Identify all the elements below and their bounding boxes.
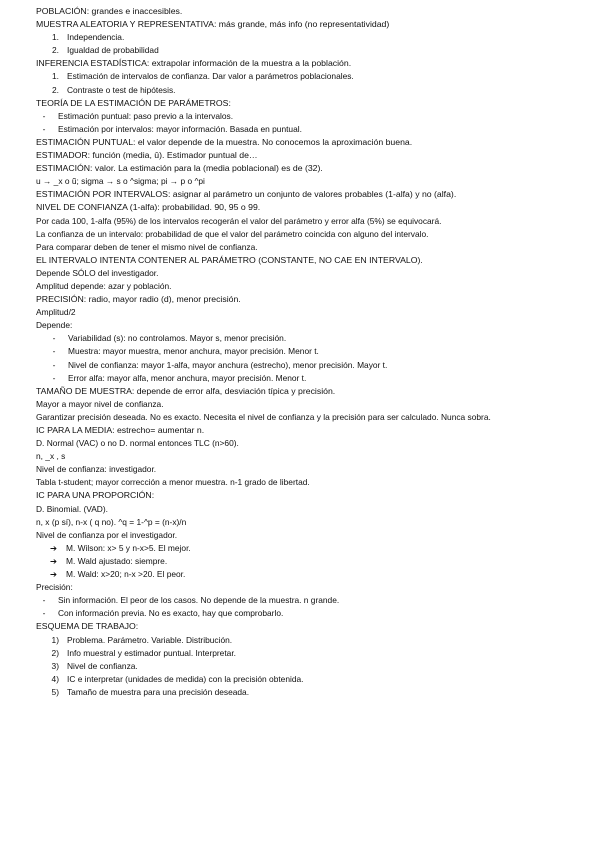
garantizar-paragraph: Garantizar precisión deseada. No es exacto. Necesita el nivel de confianza y la precisión para ser calculado. Nunca sobra.	[36, 411, 491, 422]
amplitud-line: Amplitud depende: azar y población.	[36, 280, 172, 291]
nivel-por-inv-line: Nivel de confianza por el investigador.	[36, 529, 178, 540]
confianza-line: La confianza de un intervalo: probabilidad de que el valor del parámetro coincida con alguno del intervalo.	[36, 228, 429, 239]
nivel-confianza-line: NIVEL DE CONFIANZA (1-alfa): probabilidad. 90, 95 o 99.	[36, 202, 261, 213]
list-item: - Variabilidad (s): no controlamos. Mayor s, menor precisión.	[52, 333, 287, 344]
list-item: 2. Igualdad de probabilidad	[52, 45, 159, 56]
wilson-wald-list	[36, 542, 566, 581]
dnormal-line: D. Normal (VAC) o no D. normal entonces TLC (n>60).	[36, 438, 239, 449]
list-item: 2) Info muestral y estimador puntual. Interpretar.	[51, 647, 236, 658]
npq-line: n, x (p sí), n-x ( q no). ^q = 1-^p = (n-x)/n	[36, 516, 187, 527]
amplitud2-line: Amplitud/2	[36, 307, 76, 318]
muestra-list	[36, 31, 566, 57]
teoria-heading: TEORÍA DE LA ESTIMACIÓN DE PARÁMETROS:	[36, 97, 231, 108]
arrow-icon: ➔	[50, 555, 58, 566]
mayor-mayor-line: Mayor a mayor nivel de confianza.	[36, 398, 164, 409]
list-item: 4) IC e interpretar (unidades de medida) con la precisión obtenida.	[51, 673, 304, 684]
tabla-t-line: Tabla t-student; mayor corrección a menor muestra. n-1 grado de libertad.	[36, 477, 310, 488]
list-item: 1. Independencia.	[52, 32, 125, 43]
inferencia-heading: INFERENCIA ESTADÍSTICA: extrapolar información de la muestra a la población.	[36, 58, 352, 69]
list-item: - Estimación puntual: paso previo a la intervalos.	[42, 110, 234, 121]
list-item: - Muestra: mayor muestra, menor anchura, mayor precisión. Menor t.	[52, 346, 319, 357]
esquema-heading: ESQUEMA DE TRABAJO:	[36, 621, 139, 632]
muestra-heading: MUESTRA ALEATORIA Y REPRESENTATIVA: más grande, más info (no representatividad)	[36, 19, 390, 30]
teoria-list	[36, 110, 566, 136]
tamano-line: TAMAÑO DE MUESTRA: depende de error alfa, desviación típica y precisión.	[36, 385, 336, 396]
precision-line: PRECISIÓN: radio, mayor radio (d), menor precisión.	[36, 294, 241, 305]
est-intervalos-line: ESTIMACIÓN POR INTERVALOS: asignar al parámetro un conjunto de valores probables (1-alfa) y no (alfa).	[36, 189, 457, 200]
list-item: - Con información previa. No es exacto, hay que comprobarlo.	[42, 608, 284, 619]
list-item: ➔ M. Wald: x>20; n-x >20. El peor.	[36, 568, 566, 581]
ic-media-line: IC PARA LA MEDIA: estrecho= aumentar n.	[36, 425, 205, 435]
list-item: 1) Problema. Parámetro. Variable. Distribución.	[51, 634, 233, 645]
list-item: - Error alfa: mayor alfa, menor anchura, mayor precisión. Menor t.	[52, 372, 307, 383]
inferencia-list	[36, 70, 566, 96]
list-item: 2. Contraste o test de hipótesis.	[52, 84, 176, 95]
precision-list	[36, 594, 566, 620]
depende-solo-line: Depende SÓLO del investigador.	[36, 267, 159, 278]
list-item: 1. Estimación de intervalos de confianza. Dar valor a parámetros poblacionales.	[52, 71, 354, 82]
poblacion-line: POBLACIÓN: grandes e inaccesibles.	[36, 6, 183, 16]
nivel-inv-line: Nivel de confianza: investigador.	[36, 464, 157, 475]
list-item: ➔ M. Wald ajustado: siempre.	[36, 555, 566, 568]
depende-line: Depende:	[36, 320, 73, 331]
arrow-icon: ➔	[50, 569, 58, 580]
esquema-list	[36, 634, 566, 699]
ic-prop-line: IC PARA UNA PROPORCIÓN:	[36, 490, 155, 501]
list-item: - Sin información. El peor de los casos. No depende de la muestra. n grande.	[42, 595, 340, 606]
estimacion-line: ESTIMACIÓN: valor. La estimación para la (media poblacional) es de (32).	[36, 163, 323, 174]
notation-line: u → _x o ũ; sigma → s o ^sigma; pi → p o ^pi	[36, 176, 205, 187]
est-puntual-line: ESTIMACIÓN PUNTUAL: el valor depende de la muestra. No conocemos la aproximación buena.	[36, 136, 413, 147]
list-item: 5) Tamaño de muestra para una precisión deseada.	[51, 686, 250, 697]
list-item: - Nivel de confianza: mayor 1-alfa, mayor anchura (estrecho), menor precisión. Mayor t.	[52, 359, 388, 370]
precision2-line: Precisión:	[36, 582, 73, 593]
list-item: ➔ M. Wilson: x> 5 y n-x>5. El mejor.	[36, 542, 566, 555]
list-item: - Estimación por intervalos: mayor información. Basada en puntual.	[42, 123, 302, 134]
depende-list	[36, 332, 566, 384]
nxs-line: n, _x , s	[36, 451, 66, 462]
estimador-line: ESTIMADOR: función (media, û). Estimador puntual de…	[36, 150, 258, 161]
document-page	[36, 5, 566, 699]
dbinomial-line: D. Binomial. (VAD).	[36, 503, 108, 514]
comparar-line: Para comparar deben de tener el mismo nivel de confianza.	[36, 241, 258, 252]
arrow-icon: ➔	[50, 542, 58, 553]
por-cada-line: Por cada 100, 1-alfa (95%) de los intervalos recogerán el valor del parámetro y error alfa (5%) se equivocará.	[36, 215, 442, 226]
intervalo-line: EL INTERVALO INTENTA CONTENER AL PARÁMETRO (CONSTANTE, NO CAE EN INTERVALO).	[36, 254, 423, 265]
list-item: 3) Nivel de confianza.	[51, 660, 138, 671]
